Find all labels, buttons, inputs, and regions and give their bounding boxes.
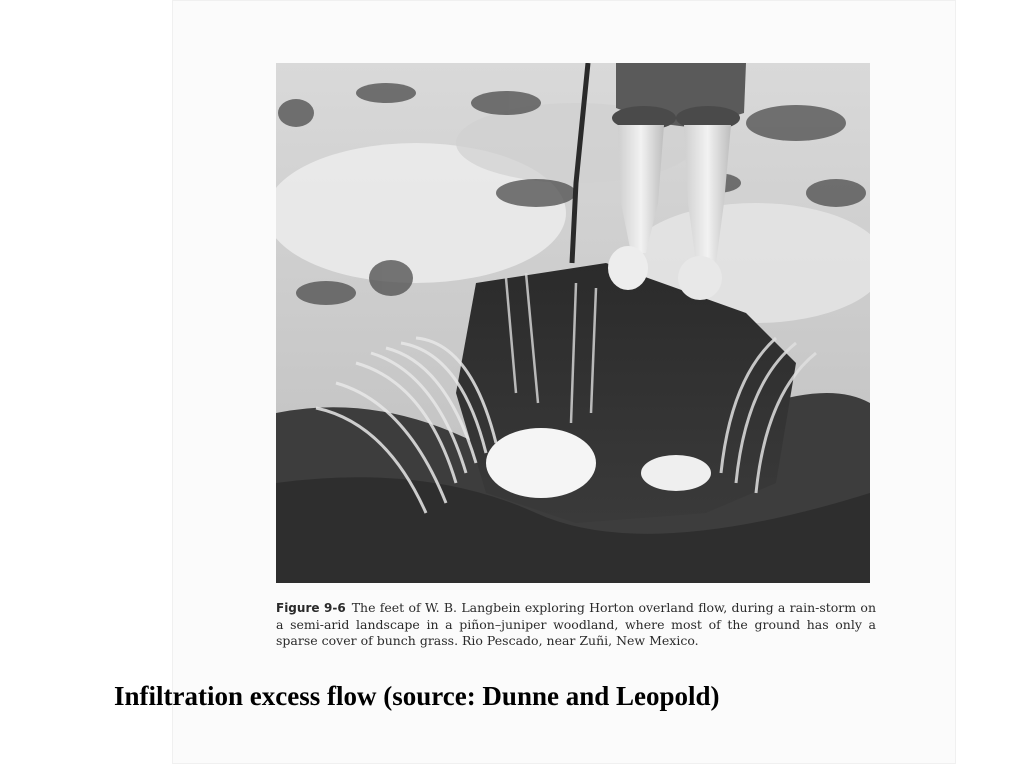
- figure-label: Figure 9-6: [276, 601, 346, 615]
- photo-illustration: [276, 63, 870, 583]
- field-photograph: [276, 63, 870, 583]
- figure-caption: [276, 600, 876, 650]
- figure-caption-text: The feet of W. B. Langbein exploring Horton overland flow, during a rain-storm on a semi-arid landscape in a piñon–juniper woodland, where most of the ground has only a sparse cover of bunch grass. Rio Pescado, near Zuñi, New Mexico.: [276, 600, 877, 648]
- slide-title: Infiltration excess flow (source: Dunne and Leopold): [114, 681, 720, 711]
